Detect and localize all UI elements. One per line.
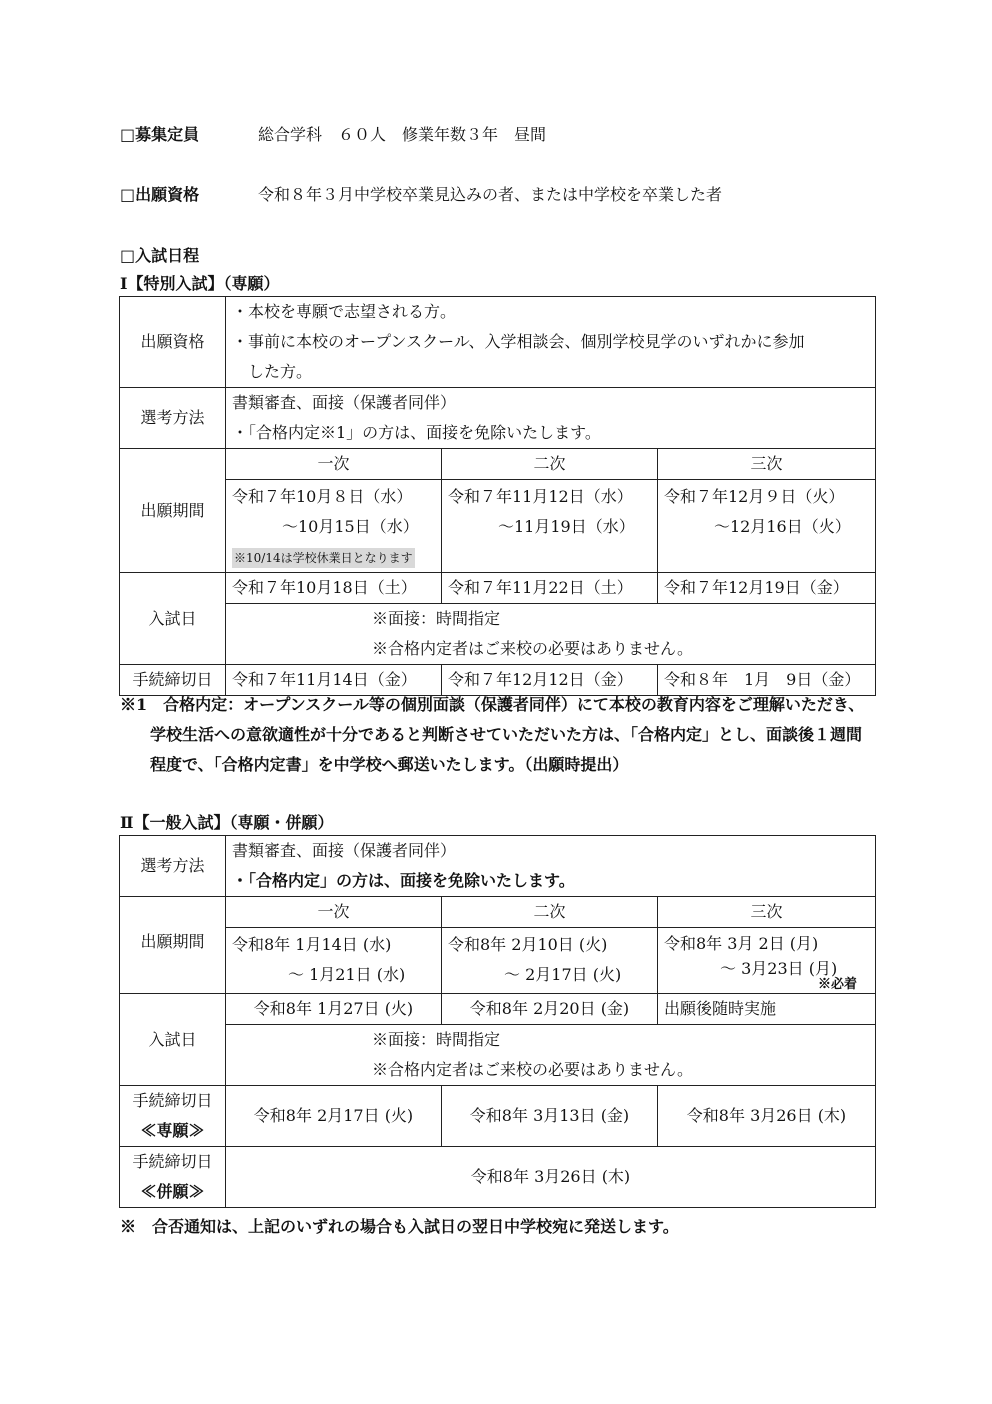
- period-end: ～ 2月17日 (火): [504, 965, 622, 984]
- special-period-label: 出願期間: [120, 449, 226, 573]
- deadline-date: 令和8年 3月26日 (木): [226, 1147, 876, 1208]
- deadline-date: 令和７年12月12日（金）: [442, 665, 658, 696]
- period-start: 令和７年11月12日（水）: [448, 487, 633, 506]
- round-header: 一次: [226, 449, 442, 480]
- footnote2: ※ 合否通知は、上記のいずれの場合も入試日の翌日中学校宛に発送します。: [120, 1217, 679, 1236]
- schedule-heading: □入試日程: [120, 246, 200, 265]
- general-method-line: 書類審査、面接（保護者同伴）: [232, 841, 457, 860]
- general-deadline-heikan-label: [120, 1147, 226, 1208]
- exam-date: 令和７年10月18日（土）: [226, 573, 442, 604]
- period-end: ～ 1月21日 (水): [288, 965, 406, 984]
- special-qual-cell: [226, 297, 876, 388]
- special-qual-line: ・事前に本校のオープンスクール、入学相談会、個別学校見学のいずれかに参加: [232, 332, 805, 351]
- exam-note: ※面接：時間指定: [372, 1030, 501, 1049]
- special-exam-table: [119, 296, 876, 696]
- general-period-round2: [442, 928, 658, 994]
- exam-date: 令和8年 2月20日 (金): [442, 994, 658, 1025]
- period-end: ～11月19日（水）: [498, 517, 635, 536]
- recruit-value: 総合学科 ６０人 修業年数３年 昼間: [258, 125, 547, 144]
- special-period-round3: [658, 480, 876, 573]
- general-exam-notes: [226, 1025, 876, 1086]
- period-start: 令和8年 3月 2日 (月): [664, 934, 819, 953]
- period-end: ～12月16日（火）: [714, 517, 851, 536]
- deadline-type: ≪併願≫: [140, 1182, 205, 1201]
- special-qual-line: した方。: [248, 362, 313, 381]
- round-header: 一次: [226, 897, 442, 928]
- period-note: ※必着: [817, 977, 857, 992]
- special-period-round2: [442, 480, 658, 573]
- period-start: 令和７年10月８日（水）: [232, 487, 413, 506]
- round-header: 三次: [658, 897, 876, 928]
- footnote1-line2: 学校生活への意欲適性が十分であると判断させていただいた方は、「合格内定」とし、面談後１週間: [150, 725, 863, 744]
- recruit-label: □募集定員: [120, 125, 200, 144]
- deadline-type: ≪専願≫: [140, 1121, 205, 1140]
- period-start: 令和8年 2月10日 (火): [448, 935, 608, 954]
- footnote1-line1: ※1 合格内定：オープンスクール等の個別面談（保護者同伴）にて本校の教育内容をご理解いただき、: [120, 695, 865, 714]
- footnote1-line3: 程度で、「合格内定書」を中学校へ郵送いたします。（出願時提出）: [150, 755, 629, 774]
- deadline-date: 令和8年 2月17日 (火): [226, 1086, 442, 1147]
- general-period-label: 出願期間: [120, 897, 226, 994]
- deadline-label: 手続締切日: [132, 1091, 213, 1110]
- period-start: 令和７年12月９日（火）: [664, 487, 845, 506]
- deadline-date: 令和8年 3月13日 (金): [442, 1086, 658, 1147]
- special-period-round1: [226, 480, 442, 573]
- qualification-label: □出願資格: [120, 185, 200, 204]
- special-heading: Ⅰ【特別入試】（専願）: [120, 274, 280, 293]
- general-method-label: 選考方法: [120, 836, 226, 897]
- general-method-line: ・「合格内定」の方は、面接を免除いたします。: [232, 871, 575, 890]
- special-method-line: 書類審査、面接（保護者同伴）: [232, 393, 457, 412]
- exam-date: 令和７年11月22日（土）: [442, 573, 658, 604]
- deadline-date: 令和８年 1月 9日（金）: [658, 665, 876, 696]
- general-period-round3: [658, 928, 876, 994]
- period-end: ～ 3月23日 (月): [720, 959, 838, 978]
- special-deadline-label: 手続締切日: [120, 665, 226, 696]
- exam-date: 出願後随時実施: [658, 994, 876, 1025]
- exam-date: 令和8年 1月27日 (火): [226, 994, 442, 1025]
- general-exam-table: [119, 835, 876, 1208]
- round-header: 二次: [442, 449, 658, 480]
- general-deadline-senkan-label: [120, 1086, 226, 1147]
- general-period-round1: [226, 928, 442, 994]
- exam-note: ※合格内定者はご来校の必要はありません。: [372, 1060, 693, 1079]
- special-exam-label: 入試日: [120, 573, 226, 665]
- exam-date: 令和７年12月19日（金）: [658, 573, 876, 604]
- special-method-line: ・「合格内定※1」の方は、面接を免除いたします。: [232, 423, 601, 442]
- qualification-value: 令和８年３月中学校卒業見込みの者、または中学校を卒業した者: [258, 185, 723, 204]
- exam-note: ※面接：時間指定: [372, 609, 501, 628]
- deadline-date: 令和8年 3月26日 (木): [658, 1086, 876, 1147]
- period-start: 令和8年 1月14日 (水): [232, 935, 392, 954]
- round-header: 三次: [658, 449, 876, 480]
- exam-note: ※合格内定者はご来校の必要はありません。: [372, 639, 693, 658]
- special-qual-label: 出願資格: [120, 297, 226, 388]
- special-method-cell: [226, 388, 876, 449]
- period-note: ※10/14は学校休業日となります: [232, 548, 415, 568]
- round-header: 二次: [442, 897, 658, 928]
- special-qual-line: ・本校を専願で志望される方。: [232, 302, 457, 321]
- deadline-date: 令和７年11月14日（金）: [226, 665, 442, 696]
- general-method-cell: [226, 836, 876, 897]
- special-exam-notes: [226, 604, 876, 665]
- general-exam-label: 入試日: [120, 994, 226, 1086]
- special-method-label: 選考方法: [120, 388, 226, 449]
- period-end: ～10月15日（水）: [282, 517, 419, 536]
- deadline-label: 手続締切日: [132, 1152, 213, 1171]
- general-heading: Ⅱ【一般入試】（専願・併願）: [120, 813, 334, 832]
